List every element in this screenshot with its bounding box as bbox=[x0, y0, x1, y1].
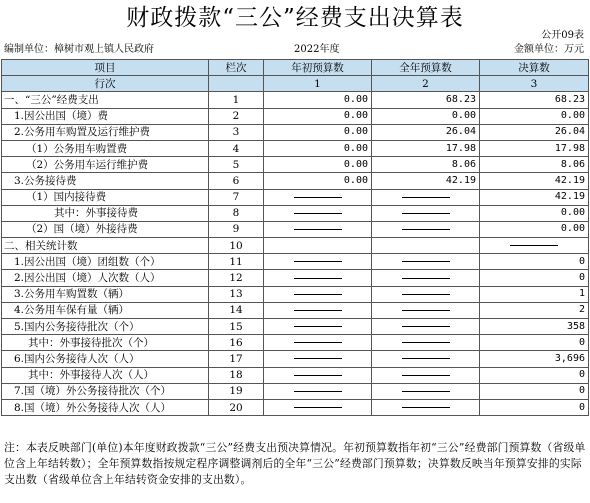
row-index-3: 3 bbox=[480, 76, 589, 92]
row-col-number: 1 bbox=[209, 92, 264, 108]
table-row bbox=[2, 367, 589, 383]
row-value-v3: 0 bbox=[480, 254, 589, 270]
row-value-v3: 68.23 bbox=[480, 92, 589, 108]
row-value-v1: 0.00 bbox=[264, 157, 372, 173]
table-row bbox=[2, 157, 589, 173]
row-value-v3: 0.00 bbox=[480, 108, 589, 124]
row-col-number: 9 bbox=[209, 221, 264, 237]
row-item-name: 6.国内公务接待人次（人） bbox=[2, 351, 209, 367]
table-row bbox=[2, 92, 589, 108]
dash-line bbox=[402, 261, 450, 262]
row-item-name: 2.因公出国（境）人次数（人） bbox=[2, 270, 209, 286]
row-value-v2: 0.00 bbox=[372, 108, 480, 124]
row-value-v1: 0.00 bbox=[264, 92, 372, 108]
row-item-name: 1.因公出国（境）团组数（个） bbox=[2, 254, 209, 270]
dash-line bbox=[294, 391, 342, 392]
dash-line bbox=[402, 407, 450, 408]
not-applicable-mark bbox=[372, 351, 480, 367]
row-item-name: 3.公务接待费 bbox=[2, 173, 209, 189]
row-value-v3: 358 bbox=[480, 319, 589, 335]
dash-line bbox=[402, 310, 450, 311]
not-applicable-mark bbox=[264, 383, 372, 399]
row-value-v2: 68.23 bbox=[372, 92, 480, 108]
report-title: 财政拨款“三公”经费支出决算表 bbox=[126, 5, 464, 31]
row-value-v3: 0.00 bbox=[480, 205, 589, 221]
row-col-number: 14 bbox=[209, 302, 264, 318]
table-row bbox=[2, 221, 589, 237]
row-item-name: 5.国内公务接待批次（个） bbox=[2, 319, 209, 335]
dash-line bbox=[294, 294, 342, 295]
row-value-v1 bbox=[264, 238, 372, 254]
not-applicable-mark bbox=[372, 302, 480, 318]
row-item-name: 一、“三公”经费支出 bbox=[2, 92, 209, 108]
compiling-unit: 编制单位：樟树市观上镇人民政府 bbox=[4, 44, 154, 55]
row-index-row bbox=[2, 76, 589, 92]
not-applicable-mark bbox=[372, 254, 480, 270]
row-col-number: 4 bbox=[209, 140, 264, 156]
row-item-name: 其中：外事接待人次（人） bbox=[2, 367, 209, 383]
not-applicable-mark bbox=[372, 319, 480, 335]
not-applicable-mark bbox=[264, 270, 372, 286]
not-applicable-mark bbox=[372, 399, 480, 415]
dash-line bbox=[402, 213, 450, 214]
row-value-v3: 42.19 bbox=[480, 189, 589, 205]
row-value-v2 bbox=[372, 238, 480, 254]
row-index-label: 行次 bbox=[2, 76, 209, 92]
table-row bbox=[2, 205, 589, 221]
row-col-number: 15 bbox=[209, 319, 264, 335]
row-item-name: （1）公务用车购置费 bbox=[2, 140, 209, 156]
row-item-name: 其中：外事接待费 bbox=[2, 205, 209, 221]
row-col-number: 8 bbox=[209, 205, 264, 221]
dash-line bbox=[402, 278, 450, 279]
row-item-name: 二、相关统计数 bbox=[2, 238, 209, 254]
not-applicable-mark bbox=[264, 221, 372, 237]
footnote: 注：本表反映部门(单位)本年度财政拨款“三公”经费支出预决算情况。年初预算数指年初“三公”经费部门预算数（省级单位含上年结转数）；全年预算数指按规定程序调整调剂后的全年“三公”经费部门预算数；决算数反映当年预算安排的实际支出数（省级单位含上年结转资金安排的支出数）。 bbox=[4, 441, 586, 486]
dash-line bbox=[402, 197, 450, 198]
not-applicable-mark bbox=[264, 399, 372, 415]
dash-line bbox=[402, 294, 450, 295]
table-row bbox=[2, 140, 589, 156]
header-budget-full: 全年预算数 bbox=[372, 60, 480, 76]
dash-line bbox=[510, 245, 558, 246]
table-header-row bbox=[2, 60, 589, 76]
not-applicable-mark bbox=[372, 189, 480, 205]
row-value-v3: 0 bbox=[480, 367, 589, 383]
dash-line bbox=[402, 358, 450, 359]
row-index-blank bbox=[209, 76, 264, 92]
table-row bbox=[2, 286, 589, 302]
dash-line bbox=[294, 358, 342, 359]
dash-line bbox=[294, 326, 342, 327]
row-col-number: 6 bbox=[209, 173, 264, 189]
not-applicable-mark bbox=[372, 335, 480, 351]
row-col-number: 5 bbox=[209, 157, 264, 173]
header-final: 决算数 bbox=[480, 60, 589, 76]
dash-line bbox=[294, 342, 342, 343]
dash-line bbox=[402, 229, 450, 230]
dash-line bbox=[294, 278, 342, 279]
not-applicable-mark bbox=[264, 367, 372, 383]
row-col-number: 2 bbox=[209, 108, 264, 124]
row-value-v3: 0.00 bbox=[480, 221, 589, 237]
row-item-name: 1.因公出国（境）费 bbox=[2, 108, 209, 124]
table-row bbox=[2, 351, 589, 367]
row-col-number: 17 bbox=[209, 351, 264, 367]
dash-line bbox=[294, 197, 342, 198]
row-index-1: 1 bbox=[264, 76, 372, 92]
table-row bbox=[2, 108, 589, 124]
not-applicable-mark bbox=[372, 205, 480, 221]
row-value-v3: 26.04 bbox=[480, 124, 589, 140]
row-value-v1: 0.00 bbox=[264, 108, 372, 124]
not-applicable-mark bbox=[264, 189, 372, 205]
table-row bbox=[2, 319, 589, 335]
row-col-number: 19 bbox=[209, 383, 264, 399]
row-col-number: 18 bbox=[209, 367, 264, 383]
row-col-number: 7 bbox=[209, 189, 264, 205]
row-value-v2: 42.19 bbox=[372, 173, 480, 189]
row-col-number: 10 bbox=[209, 238, 264, 254]
table-row bbox=[2, 270, 589, 286]
not-applicable-mark bbox=[372, 270, 480, 286]
row-item-name: 8.国（境）外公务接待人次（人） bbox=[2, 399, 209, 415]
row-value-v3: 0 bbox=[480, 270, 589, 286]
row-item-name: 其中：外事接待批次（个） bbox=[2, 335, 209, 351]
table-row bbox=[2, 399, 589, 415]
row-col-number: 16 bbox=[209, 335, 264, 351]
table-row bbox=[2, 335, 589, 351]
table-row bbox=[2, 254, 589, 270]
row-index-2: 2 bbox=[372, 76, 480, 92]
header-item: 项目 bbox=[2, 60, 209, 76]
form-number: 公开09表 bbox=[541, 30, 584, 41]
dash-line bbox=[294, 261, 342, 262]
row-col-number: 13 bbox=[209, 286, 264, 302]
row-col-number: 20 bbox=[209, 399, 264, 415]
row-value-v3: 3,696 bbox=[480, 351, 589, 367]
row-col-number: 11 bbox=[209, 254, 264, 270]
table-row bbox=[2, 189, 589, 205]
row-value-v1: 0.00 bbox=[264, 140, 372, 156]
table-row bbox=[2, 302, 589, 318]
dash-line bbox=[402, 326, 450, 327]
dash-line bbox=[294, 407, 342, 408]
table-row bbox=[2, 124, 589, 140]
not-applicable-mark bbox=[480, 238, 589, 254]
expense-table bbox=[1, 59, 589, 416]
row-value-v1: 0.00 bbox=[264, 173, 372, 189]
row-col-number: 12 bbox=[209, 270, 264, 286]
row-value-v1: 0.00 bbox=[264, 124, 372, 140]
fiscal-year: 2022年度 bbox=[294, 44, 340, 55]
row-value-v2: 26.04 bbox=[372, 124, 480, 140]
not-applicable-mark bbox=[264, 319, 372, 335]
table-row bbox=[2, 173, 589, 189]
row-value-v3: 0 bbox=[480, 383, 589, 399]
not-applicable-mark bbox=[264, 302, 372, 318]
row-value-v3: 8.06 bbox=[480, 157, 589, 173]
row-value-v3: 2 bbox=[480, 302, 589, 318]
dash-line bbox=[294, 229, 342, 230]
not-applicable-mark bbox=[372, 286, 480, 302]
not-applicable-mark bbox=[372, 383, 480, 399]
row-item-name: 2.公务用车购置及运行维护费 bbox=[2, 124, 209, 140]
row-value-v2: 8.06 bbox=[372, 157, 480, 173]
row-item-name: 7.国（境）外公务接待批次（个） bbox=[2, 383, 209, 399]
not-applicable-mark bbox=[264, 335, 372, 351]
row-value-v3: 17.98 bbox=[480, 140, 589, 156]
not-applicable-mark bbox=[264, 351, 372, 367]
header-budget-initial: 年初预算数 bbox=[264, 60, 372, 76]
row-item-name: （2）公务用车运行维护费 bbox=[2, 157, 209, 173]
row-value-v3: 0 bbox=[480, 335, 589, 351]
table-row bbox=[2, 238, 589, 254]
row-item-name: （1）国内接待费 bbox=[2, 189, 209, 205]
dash-line bbox=[402, 391, 450, 392]
not-applicable-mark bbox=[264, 205, 372, 221]
not-applicable-mark bbox=[372, 367, 480, 383]
not-applicable-mark bbox=[264, 254, 372, 270]
table-row bbox=[2, 383, 589, 399]
not-applicable-mark bbox=[264, 286, 372, 302]
dash-line bbox=[294, 310, 342, 311]
row-col-number: 3 bbox=[209, 124, 264, 140]
row-item-name: 3.公务用车购置数（辆） bbox=[2, 286, 209, 302]
dash-line bbox=[402, 342, 450, 343]
header-col: 栏次 bbox=[209, 60, 264, 76]
dash-line bbox=[294, 213, 342, 214]
row-value-v3: 0 bbox=[480, 399, 589, 415]
row-value-v2: 17.98 bbox=[372, 140, 480, 156]
currency-unit: 金额单位：万元 bbox=[514, 44, 584, 55]
row-item-name: 4.公务用车保有量（辆） bbox=[2, 302, 209, 318]
row-value-v3: 1 bbox=[480, 286, 589, 302]
dash-line bbox=[294, 375, 342, 376]
dash-line bbox=[402, 375, 450, 376]
not-applicable-mark bbox=[372, 221, 480, 237]
row-item-name: （2）国（境）外接待费 bbox=[2, 221, 209, 237]
row-value-v3: 42.19 bbox=[480, 173, 589, 189]
